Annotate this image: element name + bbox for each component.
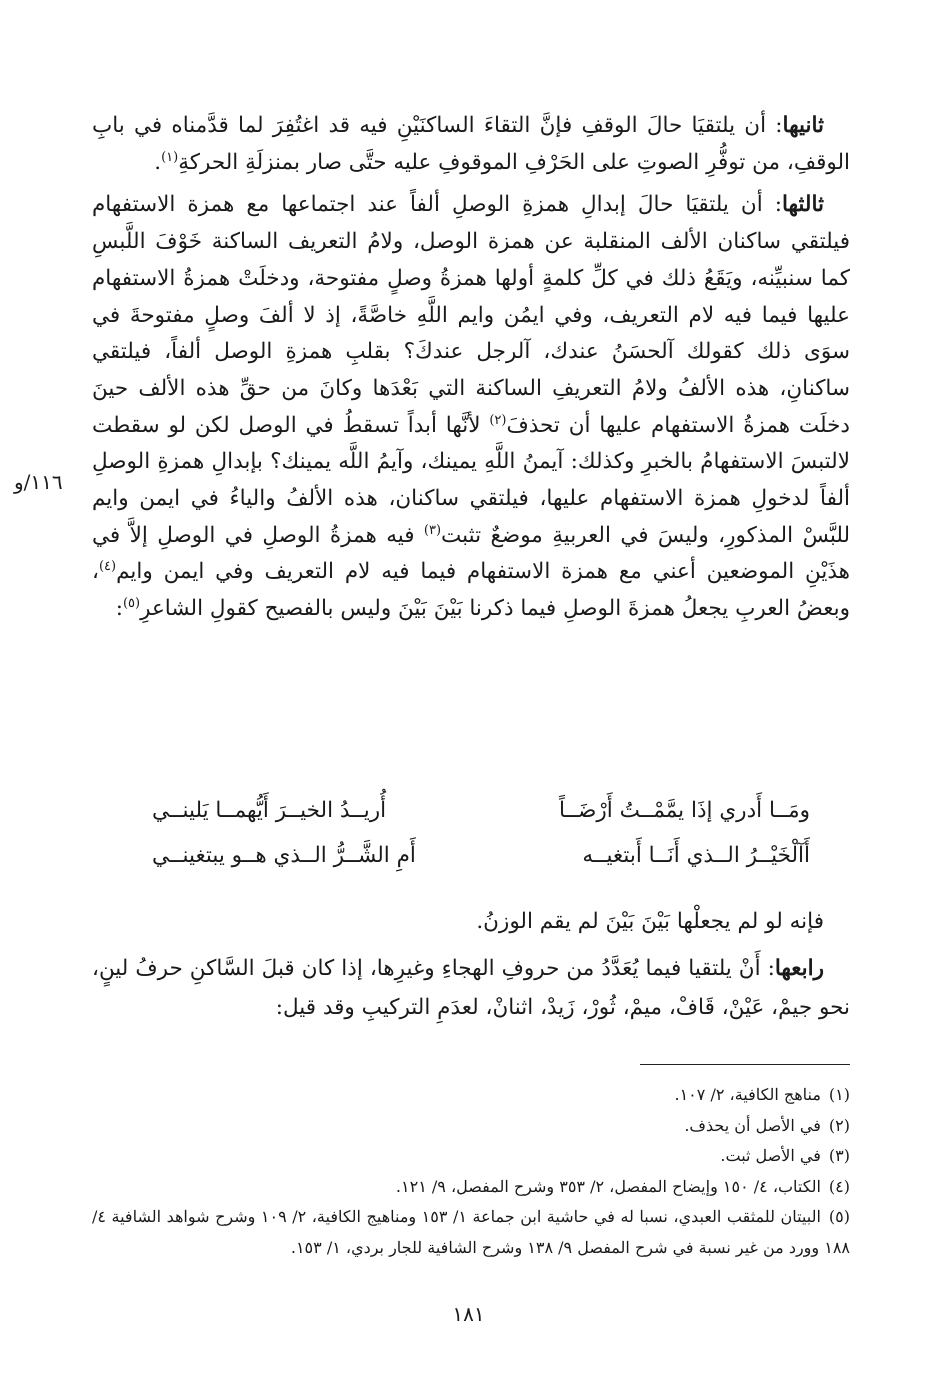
margin-folio-note: ١١٦/و: [14, 470, 63, 494]
footnote: [92, 1111, 850, 1142]
post-poem-text: [92, 902, 850, 1035]
paragraph-third: [92, 187, 850, 627]
footnote: [92, 1172, 850, 1203]
main-text: [92, 108, 850, 634]
paragraph-text: .: [154, 149, 162, 175]
footnote-text: البيتان للمثقب العبدي، نسبا له في حاشية ابن جماعة ١/ ١٥٣ ومناهيج الكافية، ٢/ ١٠٩ وشرح شواهد الشافية ٤/ ١٨٨ وورد من غير نسبة في شرح المفصل ٩/ ١٣٨ وشرح الشافية للجار بردي، ١/ ١٥٣.: [92, 1207, 850, 1257]
footnote-ref[interactable]: (٣): [423, 522, 442, 538]
paragraph-text: ، وبعضُ العربِ يجعلُ همزةَ الوصلِ فيما ذكرنا بَيْنَ بَيْنَ وليس بالفصيح كقولِ الشاعرِ: [92, 559, 850, 622]
footnote-text: في الأصل ثبت.: [720, 1146, 821, 1165]
paragraph-text: فيه همزةُ الوصلِ في الوصلِ إلاَّ في هذَيْنِ الموضعين أعني مع همزة الاستفهام فيما فيه لام التعريف وفي ايمن وايم: [92, 522, 850, 585]
footnote: [92, 1141, 850, 1172]
poem-hemistich-second: أَمِ الشَّــرُّ الــذي هــو يبتغينــي: [152, 843, 416, 868]
footnote-number: (٣): [828, 1146, 850, 1165]
poem-hemistich-first: ومَــا أَدري إذَا يمَّمْــتُ أَرْضَــاً: [559, 798, 810, 823]
footnote-number: (٤): [828, 1176, 850, 1196]
paragraph-text: : أَنْ يلتقيا فيما يُعَدَّدُ من حروفِ الهجاءِ وغيرِها، إذا كان قبلَ السَّاكنِ حرفُ لينٍ، نحو جيمْ، عَيْنْ، قَافْ، ميمْ، ثُورْ، زَيدْ، اثنانْ، لعدَمِ التركيبِ وقد قيل:: [92, 956, 850, 1020]
poem-verse: [92, 798, 850, 843]
footnote-ref[interactable]: (٥): [122, 595, 141, 611]
paragraph-text: لأنَّها أبداً تسقطُ في الوصل لكن لو سقطت لالتبسَ الاستفهامُ بالخبرِ وكذلك: آيمنُ اللَّهِ يمينك، وآيمُ اللَّه يمينك؟ بإبدالِ همزةِ الوصلِ ألفاً لدخولِ همزة الاستفهام عليها، فيلتقي ساكنان، هذه الألفُ والياءُ في ايمن وايم للبَّسْ المذكورِ، وليسَ في العربيةِ موضعٌ تثبت: [92, 412, 851, 548]
poem-comment: فإنه لو لم يجعلْها بَيْنَ بَيْنَ لم يقم الوزنُ.: [476, 909, 824, 934]
page-number: ١٨١: [452, 1302, 485, 1326]
footnote-divider: [640, 1064, 850, 1065]
paragraph-lead: رابعها: [774, 956, 824, 981]
poem-hemistich-second: أُريــدُ الخيــرَ أَيُّهمــا يَلينــي: [152, 798, 387, 823]
poem-verse: [92, 843, 850, 888]
paragraph-second: [92, 108, 850, 181]
paragraph-fourth: [92, 949, 850, 1027]
footnote-text: في الأصل أن يحذف.: [684, 1115, 821, 1135]
footnote-ref[interactable]: (٢): [489, 412, 507, 428]
poem: [92, 798, 850, 888]
paragraph-text: : أن يلتقيَا حالَ إبدالِ همزةِ الوصلِ ألفاً عند اجتماعها مع همزة الاستفهام فيلتقي ساكنان الألف المنقلبة عن همزة الوصل، ولامُ التعريف الساكنة خَوْفَ اللَّبسِ كما سنبيِّنه، ويَقَعُ ذلك في كلِّ كلمةٍ أولها همزةُ وصلٍ مفتوحة، ودخلَتْ همزةُ الاستفهام عليها فيما فيه لام التعريف، وفي ايمُن وايم اللَّهِ خاصَّةً، إذ لا ألفَ وصلٍ مفتوحةَ في سوَى ذلك كقولك آلحسَنُ عندك، آلرجل عندكَ؟ بقلبِ همزةِ الوصل ألفاً، فيلتقي ساكنانِ، هذه الألفُ ولامُ التعريفِ الساكنة التي بَعْدَها وكانَ من حقِّ هذه الألف حينَ دخلَت همزةُ الاستفهام عليها أن تحذفَ: [92, 192, 850, 438]
footnote-text: مناهج الكافية، ٢/ ١٠٧.: [674, 1085, 821, 1104]
footnote-text: الكتاب، ٤/ ١٥٠ وإيضاح المفصل، ٢/ ٣٥٣ وشرح المفصل، ٩/ ١٢١.: [395, 1176, 821, 1196]
paragraph-lead: ثانيها: [782, 113, 824, 138]
footnote-number: (٥): [828, 1207, 851, 1226]
footnote-number: (١): [828, 1085, 850, 1104]
poem-hemistich-first: أَآلْخَيْــرُ الــذي أَنَــا أَبتغيــه: [582, 843, 810, 868]
paragraph-text: : أن يلتقيَا حالَ الوقفِ فإنَّ التقاءَ الساكنَيْنِ فيه قد اغتُفِرَ لما قدَّمناه في بابِ الوقفِ، من توفُّرِ الصوتِ على الحَرْفِ الموقوفِ عليه حتَّى صار بمنزلَةِ الحركةِ: [92, 113, 850, 175]
paragraph-text: :: [115, 596, 123, 622]
footnote-ref[interactable]: (٤): [98, 559, 117, 575]
footnote-number: (٢): [828, 1115, 850, 1135]
footnotes: [92, 1080, 850, 1263]
footnote-ref[interactable]: (١): [161, 149, 179, 165]
footnote: [92, 1080, 850, 1111]
paragraph-lead: ثالثها: [781, 192, 824, 218]
footnote: [92, 1202, 850, 1263]
